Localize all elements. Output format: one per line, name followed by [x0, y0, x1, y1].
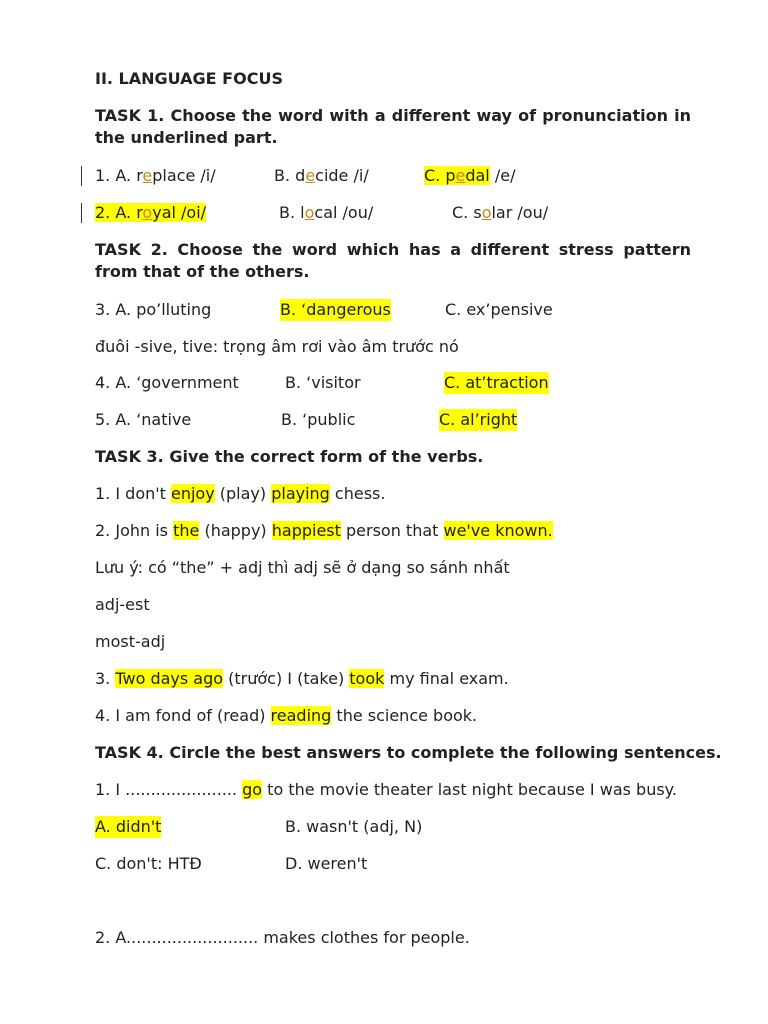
answer-highlight: reading: [270, 706, 332, 725]
task2-note: đuôi -sive, tive: trọng âm rơi vào âm trước nó: [95, 337, 459, 356]
highlight: we've known.: [443, 521, 553, 540]
task4-heading: TASK 4. Circle the best answers to complete the following sentences.: [95, 743, 722, 762]
task2-q4: [95, 372, 691, 394]
option-a: A. didn't: [95, 817, 162, 836]
option-d: D. weren't: [285, 854, 368, 873]
task3-sentence-2: 2. John is the (happy) happiest person that we've known.: [95, 521, 553, 540]
option-b: B. wasn't (adj, N): [285, 817, 423, 836]
underlined-letter: e: [455, 166, 466, 185]
task3-sentence-3: 3. Two days ago (trước) I (take) took my final exam.: [95, 669, 509, 688]
task1-q1: [95, 165, 691, 187]
highlight: C. pedal: [424, 166, 490, 185]
underlined-letter: o: [481, 203, 492, 222]
underlined-letter: e: [142, 166, 153, 185]
option-c: C. don't: HTĐ: [95, 854, 202, 873]
option-c: C. al’right: [439, 410, 518, 429]
answer-highlight: playing: [271, 484, 330, 503]
option-c: C. solar /ou/: [452, 203, 549, 222]
option-c: C. ex’pensive: [445, 300, 553, 319]
option-a: 1. A. replace /i/: [95, 166, 216, 185]
task3-note-3: most-adj: [95, 632, 166, 651]
option-b: B. ‘public: [281, 410, 356, 429]
highlight: Two days ago: [115, 669, 224, 688]
option-b: B. ‘dangerous: [280, 300, 391, 319]
task2-heading: TASK 2. Choose the word which has a different stress pattern from that of the others.: [95, 240, 691, 281]
task4-q1-options-row1: [95, 816, 691, 838]
task3-note-2: adj-est: [95, 595, 150, 614]
task4-q2: 2. A.......................... makes clothes for people.: [95, 928, 470, 947]
option-a: 3. A. po’lluting: [95, 300, 212, 319]
underlined-letter: o: [142, 203, 153, 222]
option-b: B. local /ou/: [279, 203, 374, 222]
underlined-letter: e: [305, 166, 316, 185]
task4-q1-options-row2: [95, 853, 691, 875]
option-b: B. decide /i/: [274, 166, 369, 185]
option-a: 5. A. ‘native: [95, 410, 192, 429]
option-a: 4. A. ‘government: [95, 373, 239, 392]
option-b: B. ‘visitor: [285, 373, 361, 392]
task3-sentence-4: 4. I am fond of (read) reading the science book.: [95, 706, 478, 725]
answer-highlight: took: [349, 669, 385, 688]
task3-note-1: Lưu ý: có “the” + adj thì adj sẽ ở dạng so sánh nhất: [95, 558, 510, 577]
task4-q1: 1. I ...................... go to the movie theater last night because I was busy.: [95, 780, 677, 799]
task1-heading: TASK 1. Choose the word with a different way of pronunciation in the underlined part.: [95, 106, 691, 147]
highlight: the: [173, 521, 200, 540]
highlight: 2. A. royal /oi/: [95, 203, 207, 222]
option-c: C. at’traction: [444, 373, 549, 392]
option-a: [95, 202, 206, 224]
task3-heading: TASK 3. Give the correct form of the verbs.: [95, 447, 484, 466]
task2-q3: [95, 299, 691, 321]
task2-q5: [95, 409, 691, 431]
revision-bar: [81, 203, 82, 223]
section-title: II. LANGUAGE FOCUS: [95, 69, 283, 88]
highlight: go: [242, 780, 263, 799]
highlight: enjoy: [171, 484, 215, 503]
task1-q2: [95, 202, 691, 224]
answer-highlight: happiest: [271, 521, 341, 540]
option-c: C. pedal /e/: [424, 166, 516, 185]
underlined-letter: o: [304, 203, 315, 222]
revision-bar: [81, 166, 82, 186]
task3-sentence-1: 1. I don't enjoy (play) playing chess.: [95, 484, 386, 503]
